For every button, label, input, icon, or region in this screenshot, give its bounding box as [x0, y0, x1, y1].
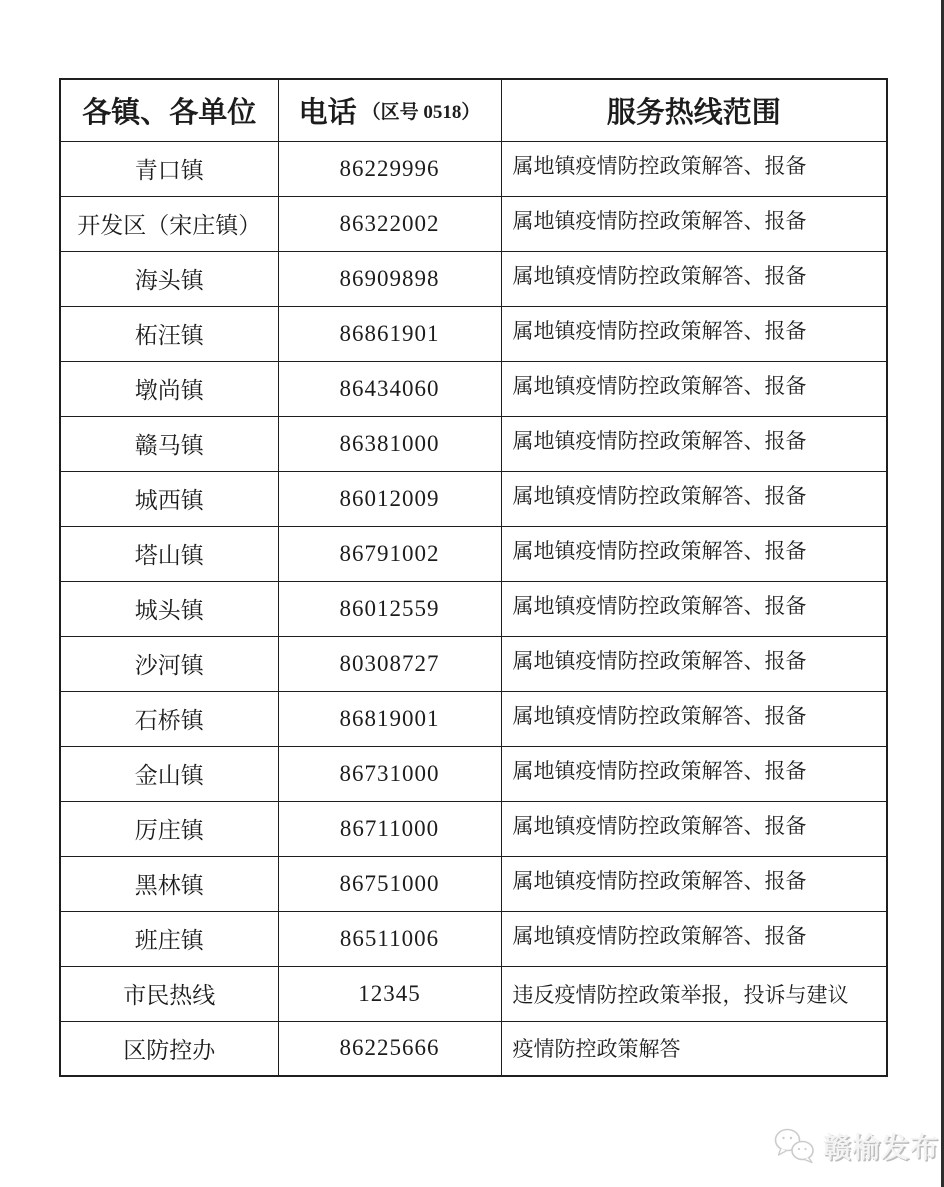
scope-cell: 属地镇疫情防控政策解答、报备 [501, 141, 887, 196]
scope-cell: 属地镇疫情防控政策解答、报备 [501, 526, 887, 581]
scope-cell: 属地镇疫情防控政策解答、报备 [501, 581, 887, 636]
phone-cell: 86819001 [278, 691, 501, 746]
header-phone [278, 79, 501, 141]
hotline-table [59, 78, 888, 1077]
phone-cell: 86225666 [278, 1021, 501, 1076]
table-row [60, 306, 887, 361]
unit-cell: 青口镇 [60, 141, 278, 196]
header-unit-label: 各镇、各单位 [82, 96, 257, 129]
phone-cell: 86751000 [278, 856, 501, 911]
table-row [60, 416, 887, 471]
table-row [60, 801, 887, 856]
phone-cell: 86012559 [278, 581, 501, 636]
phone-cell: 86012009 [278, 471, 501, 526]
header-row [60, 79, 887, 141]
unit-cell: 城西镇 [60, 471, 278, 526]
header-scope [501, 79, 887, 141]
scope-cell: 属地镇疫情防控政策解答、报备 [501, 471, 887, 526]
table-row [60, 636, 887, 691]
table-row [60, 911, 887, 966]
phone-cell: 12345 [278, 966, 501, 1021]
table-row [60, 691, 887, 746]
header-phone-areacode: （区号 0518） [361, 101, 481, 123]
unit-cell: 班庄镇 [60, 911, 278, 966]
phone-cell: 86229996 [278, 141, 501, 196]
scope-cell: 属地镇疫情防控政策解答、报备 [501, 196, 887, 251]
scope-cell: 疫情防控政策解答 [501, 1021, 887, 1076]
table-row [60, 526, 887, 581]
phone-cell: 86434060 [278, 361, 501, 416]
unit-cell: 柘汪镇 [60, 306, 278, 361]
phone-cell: 86322002 [278, 196, 501, 251]
phone-cell: 86731000 [278, 746, 501, 801]
scope-cell: 属地镇疫情防控政策解答、报备 [501, 801, 887, 856]
unit-cell: 塔山镇 [60, 526, 278, 581]
scope-cell: 违反疫情防控政策举报，投诉与建议 [501, 966, 887, 1021]
unit-cell: 海头镇 [60, 251, 278, 306]
unit-cell: 赣马镇 [60, 416, 278, 471]
scope-cell: 属地镇疫情防控政策解答、报备 [501, 361, 887, 416]
unit-cell: 区防控办 [60, 1021, 278, 1076]
unit-cell: 厉庄镇 [60, 801, 278, 856]
header-scope-label: 服务热线范围 [606, 96, 781, 129]
scope-cell: 属地镇疫情防控政策解答、报备 [501, 306, 887, 361]
unit-cell: 城头镇 [60, 581, 278, 636]
table-row [60, 141, 887, 196]
unit-cell: 沙河镇 [60, 636, 278, 691]
scope-cell: 属地镇疫情防控政策解答、报备 [501, 416, 887, 471]
table-row [60, 581, 887, 636]
header-phone-label: 电话 [298, 96, 357, 129]
scope-cell: 属地镇疫情防控政策解答、报备 [501, 911, 887, 966]
unit-cell: 黑林镇 [60, 856, 278, 911]
unit-cell: 石桥镇 [60, 691, 278, 746]
phone-cell: 86909898 [278, 251, 501, 306]
table-header [60, 79, 887, 141]
table-row [60, 196, 887, 251]
table-row [60, 746, 887, 801]
scope-cell: 属地镇疫情防控政策解答、报备 [501, 856, 887, 911]
phone-cell: 86511006 [278, 911, 501, 966]
phone-cell: 80308727 [278, 636, 501, 691]
table-body [60, 141, 887, 1076]
unit-cell: 墩尚镇 [60, 361, 278, 416]
table-row [60, 361, 887, 416]
table-row [60, 966, 887, 1021]
header-unit [60, 79, 278, 141]
watermark-text: 赣榆发布 [823, 1133, 940, 1164]
scope-cell: 属地镇疫情防控政策解答、报备 [501, 251, 887, 306]
scope-cell: 属地镇疫情防控政策解答、报备 [501, 746, 887, 801]
scope-cell: 属地镇疫情防控政策解答、报备 [501, 691, 887, 746]
table-row [60, 471, 887, 526]
table-row [60, 251, 887, 306]
watermark [774, 1126, 939, 1166]
table-row [60, 856, 887, 911]
unit-cell: 市民热线 [60, 966, 278, 1021]
unit-cell: 开发区（宋庄镇） [60, 196, 278, 251]
phone-cell: 86381000 [278, 416, 501, 471]
unit-cell: 金山镇 [60, 746, 278, 801]
table-row [60, 1021, 887, 1076]
scope-cell: 属地镇疫情防控政策解答、报备 [501, 636, 887, 691]
wechat-icon [774, 1128, 816, 1164]
phone-cell: 86861901 [278, 306, 501, 361]
phone-cell: 86791002 [278, 526, 501, 581]
phone-cell: 86711000 [278, 801, 501, 856]
